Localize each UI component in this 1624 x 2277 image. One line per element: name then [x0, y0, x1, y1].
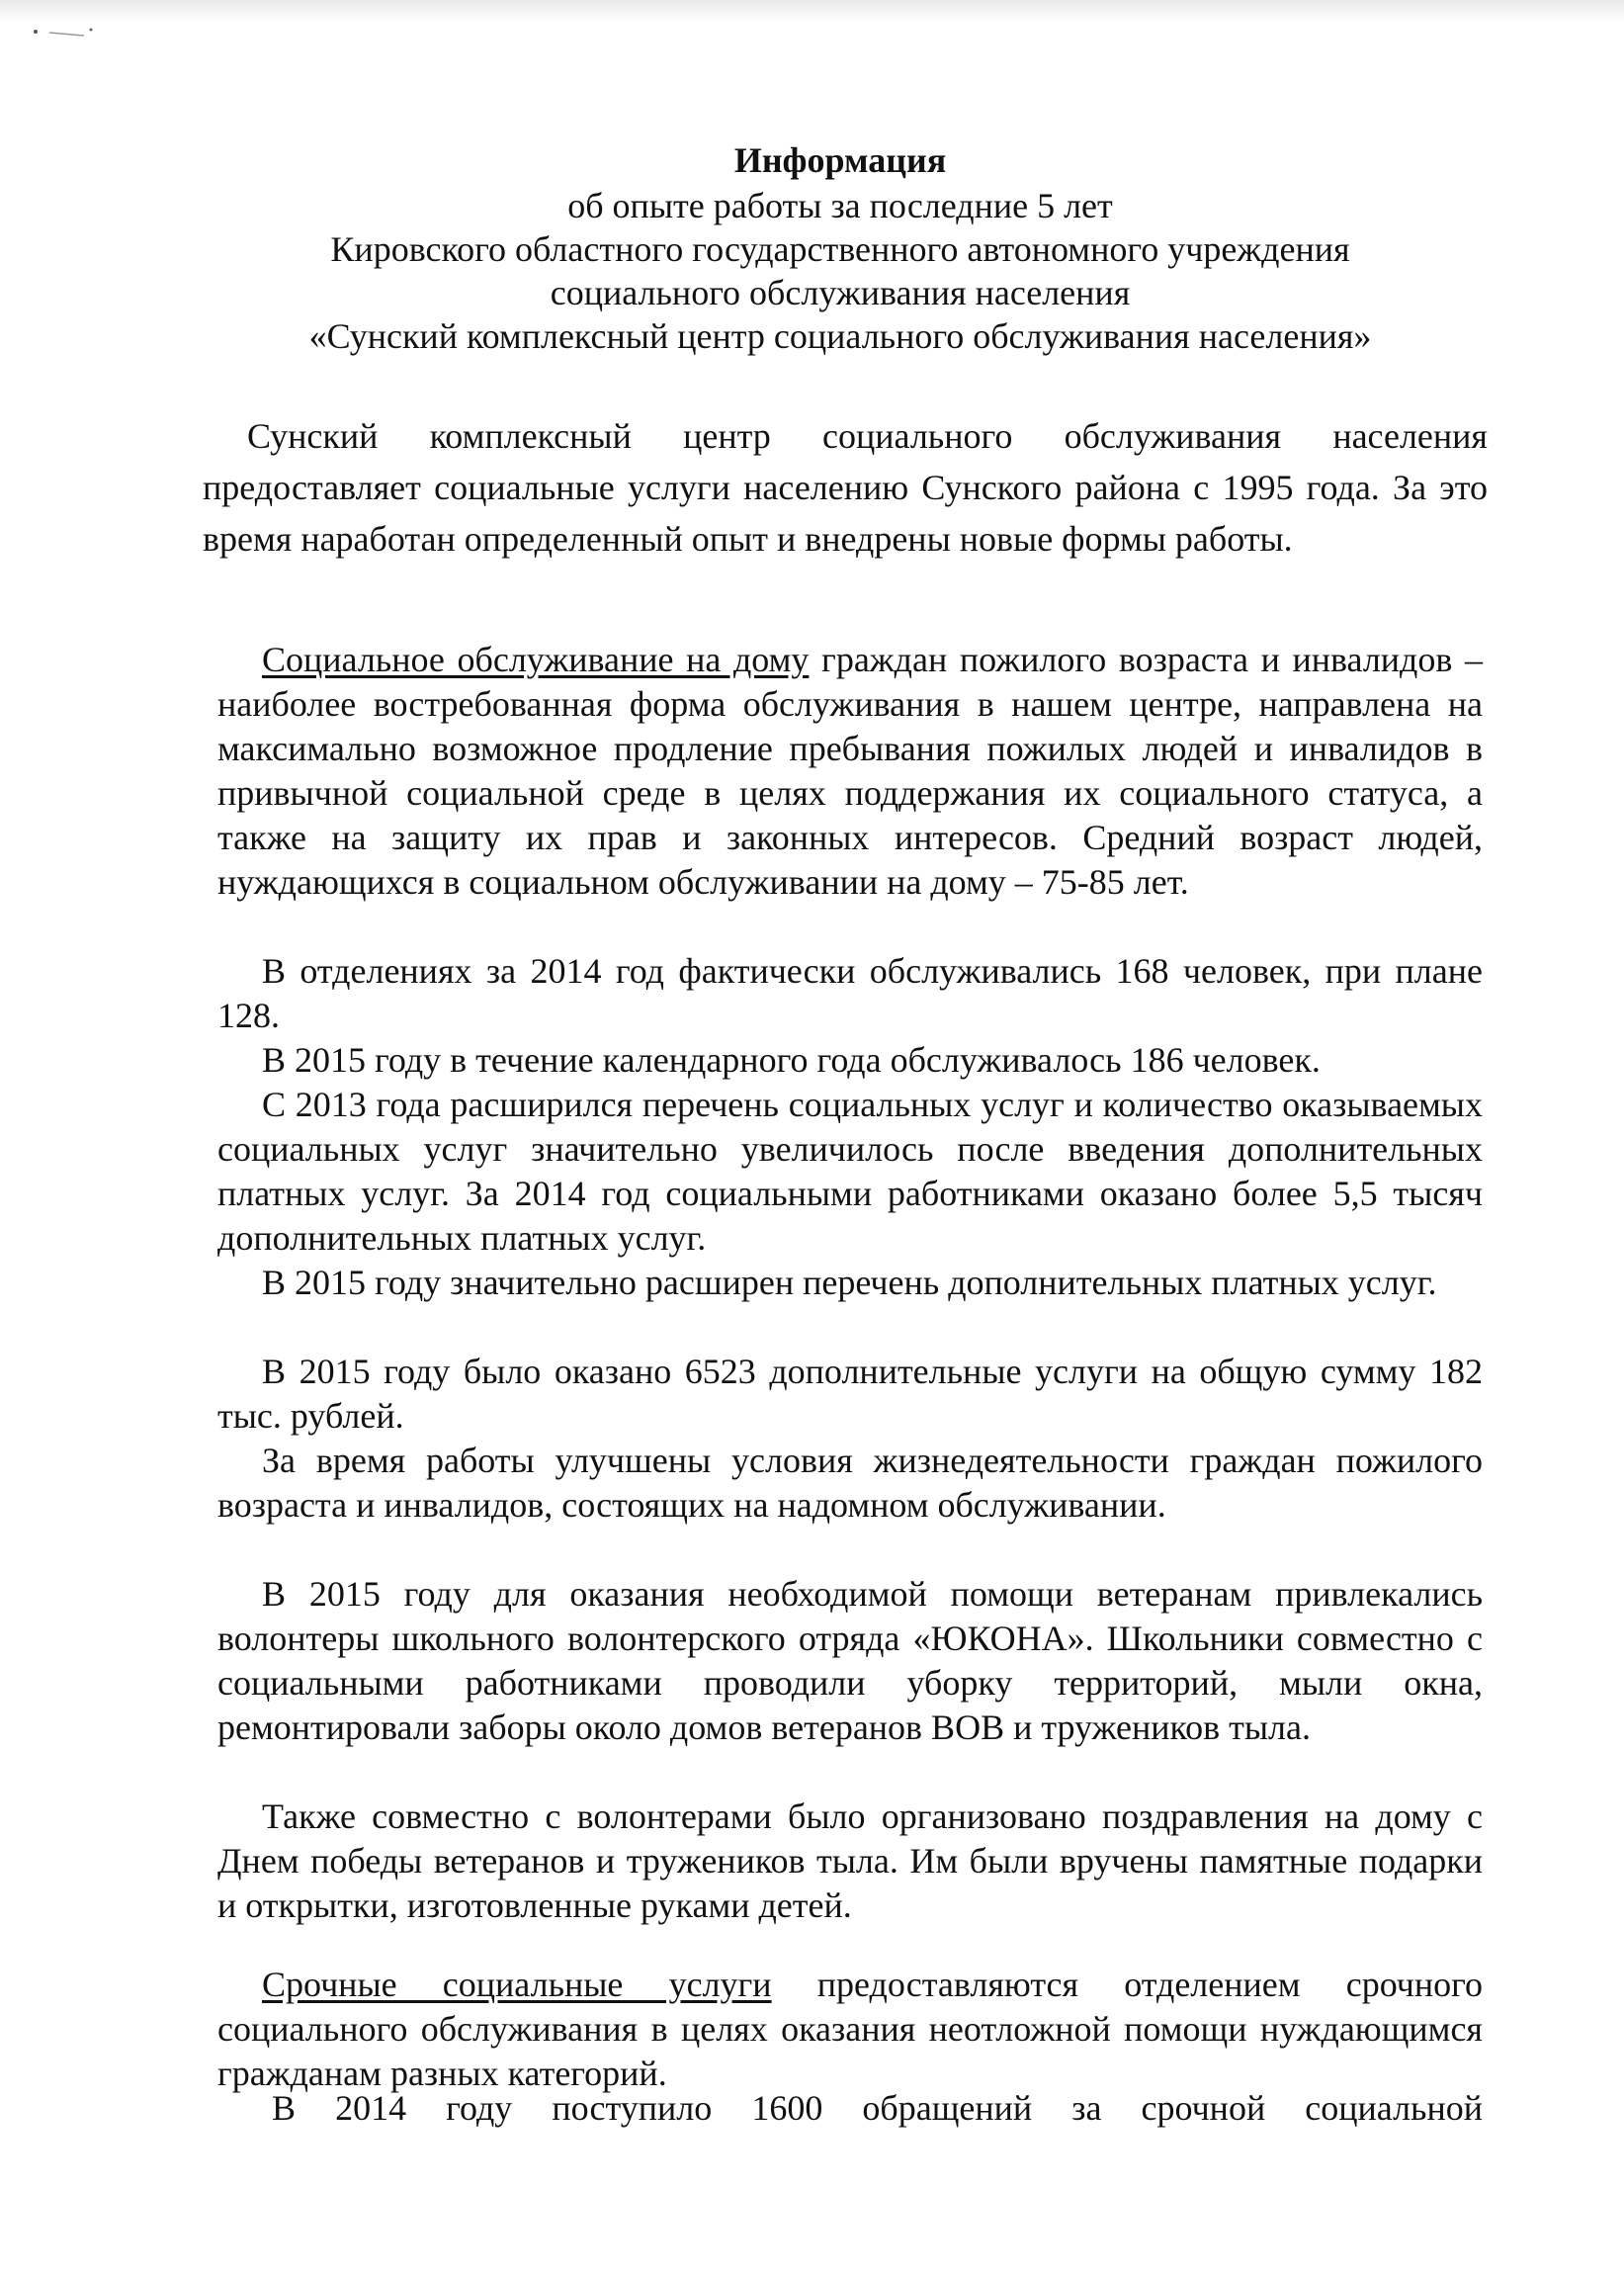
home-service-paragraph: [217, 638, 1483, 905]
home-service-text: граждан пожилого возраста и инвалидов – наиболее востребованная форма обслуживания в нашем центре, направлена на максимально возможное продление пребывания пожилых людей и инвалидов в привычной социальной среде в целях поддержания их социального статуса, а также на защиту их прав и законных интересов. Средний возраст людей, нуждающихся в социальном обслуживании на дому – 75-85 лет.: [217, 640, 1484, 902]
header-line-2: Кировского областного государственного автономного учреждения: [330, 229, 1350, 269]
document-title: Информация: [733, 140, 947, 180]
document-header: [247, 138, 1433, 358]
volunteers-victory-day: Также совместно с волонтерами было организовано поздравления на дому с Днем победы ветеранов и тружеников тыла. Им были вручены памятные подарки и открытки, изготовленные руками детей.: [217, 1796, 1483, 1925]
volunteers-paragraph: В 2015 году для оказания необходимой помощи ветеранам привлекались волонтеры школьного волонтерского отряда «ЮКОНА». Школьники совместно с социальными работниками проводили уборку территорий, мыли окна, ремонтировали заборы около домов ветеранов ВОВ и тружеников тыла.: [217, 1574, 1483, 1747]
home-service-stats-2014: В отделениях за 2014 год фактически обслуживались 168 человек, при плане 128.: [217, 951, 1483, 1035]
header-line-4: «Сунский комплексный центр социального обслуживания населения»: [308, 316, 1372, 356]
urgent-services-paragraph: [217, 1963, 1483, 2096]
urgent-services-2014: В 2014 году поступило 1600 обращений за срочной социальной: [272, 2088, 1483, 2128]
home-service-heading: Социальное обслуживание на дому: [262, 640, 810, 679]
home-service-paid-services: С 2013 года расширился перечень социальных услуг и количество оказываемых социальных услуг значительно увеличилось после введения дополнительных платных услуг. За 2014 год социальными работниками оказано более 5,5 тысяч дополнительных платных услуг.: [217, 1085, 1483, 1258]
urgent-services-text: предоставляются отделением срочного социального обслуживания в целях оказания неотложной помощи нуждающимся гражданам разных категорий.: [217, 1965, 1483, 2093]
home-service-paid-expanded: В 2015 году значительно расширен перечень дополнительных платных услуг.: [262, 1263, 1437, 1302]
intro-paragraph: Сунский комплексный центр социального обслуживания населения предоставляет социальные услуги населению Сунского района с 1995 года. За это время наработан определенный опыт и внедрены новые формы работы.: [203, 416, 1488, 559]
header-line-3: социального обслуживания населения: [550, 273, 1131, 312]
home-service-paid-total: В 2015 году было оказано 6523 дополнительные услуги на общую сумму 182 тыс. рублей.: [217, 1352, 1483, 1436]
header-line-1: об опыте работы за последние 5 лет: [567, 186, 1113, 225]
urgent-services-heading: Срочные социальные услуги: [262, 1965, 772, 2004]
home-service-stats-2015: В 2015 году в течение календарного года обслуживалось 186 человек.: [262, 1040, 1321, 1080]
home-service-conditions: За время работы улучшены условия жизнедеятельности граждан пожилого возраста и инвалидов, состоящих на надомном обслуживании.: [217, 1441, 1483, 1525]
